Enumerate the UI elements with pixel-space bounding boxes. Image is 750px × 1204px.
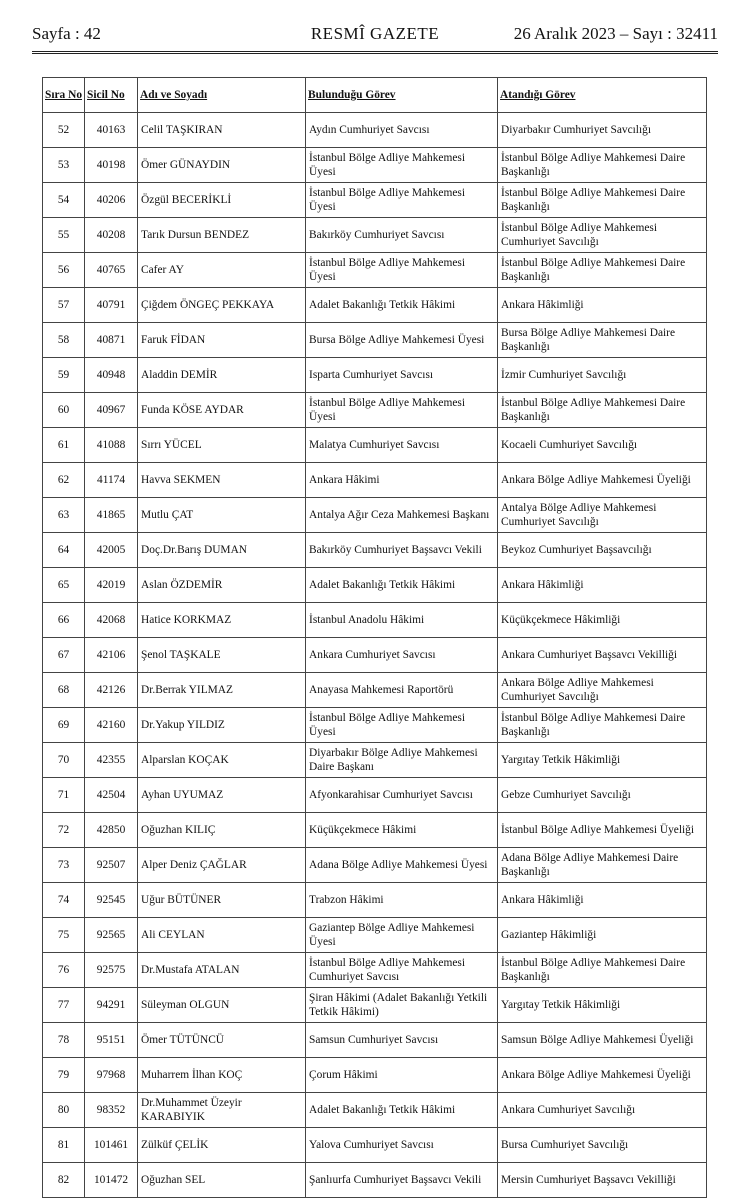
table-row: [43, 673, 707, 708]
row-sicil-no: 41174: [85, 463, 138, 498]
row-sicil-no: 92545: [85, 883, 138, 918]
table-row: [43, 533, 707, 568]
row-assigned-position: Ankara Cumhuriyet Başsavcı Vekilliği: [498, 638, 707, 673]
row-sicil-no: 42504: [85, 778, 138, 813]
row-sicil-no: 42019: [85, 568, 138, 603]
table-row: [43, 603, 707, 638]
row-sira-no: 67: [43, 638, 85, 673]
row-sira-no: 68: [43, 673, 85, 708]
row-assigned-position: Antalya Bölge Adliye Mahkemesi Cumhuriyet Savcılığı: [498, 498, 707, 533]
row-name: Alper Deniz ÇAĞLAR: [138, 848, 306, 883]
table-row: [43, 953, 707, 988]
row-current-position: Küçükçekmece Hâkimi: [306, 813, 498, 848]
table-row: [43, 323, 707, 358]
row-assigned-position: Kocaeli Cumhuriyet Savcılığı: [498, 428, 707, 463]
row-sicil-no: 40208: [85, 218, 138, 253]
row-current-position: İstanbul Bölge Adliye Mahkemesi Üyesi: [306, 148, 498, 183]
row-sira-no: 80: [43, 1093, 85, 1128]
row-sira-no: 58: [43, 323, 85, 358]
row-sira-no: 60: [43, 393, 85, 428]
row-sicil-no: 92575: [85, 953, 138, 988]
row-assigned-position: İstanbul Bölge Adliye Mahkemesi Üyeliği: [498, 813, 707, 848]
table-row: [43, 218, 707, 253]
table-row: [43, 918, 707, 953]
row-name: Çiğdem ÖNGEÇ PEKKAYA: [138, 288, 306, 323]
row-current-position: Antalya Ağır Ceza Mahkemesi Başkanı: [306, 498, 498, 533]
row-sicil-no: 92507: [85, 848, 138, 883]
row-current-position: Malatya Cumhuriyet Savcısı: [306, 428, 498, 463]
row-sira-no: 74: [43, 883, 85, 918]
row-current-position: Adalet Bakanlığı Tetkik Hâkimi: [306, 1093, 498, 1128]
row-name: Oğuzhan KILIÇ: [138, 813, 306, 848]
row-assigned-position: Samsun Bölge Adliye Mahkemesi Üyeliği: [498, 1023, 707, 1058]
col-header-current-position: Bulunduğu Görev: [306, 78, 498, 113]
row-sira-no: 82: [43, 1163, 85, 1198]
col-header-sira-no: Sıra No: [43, 78, 85, 113]
table-row: [43, 428, 707, 463]
table-row: [43, 988, 707, 1023]
row-assigned-position: Ankara Bölge Adliye Mahkemesi Üyeliği: [498, 463, 707, 498]
table-row: [43, 288, 707, 323]
table-row: [43, 1093, 707, 1128]
row-assigned-position: Yargıtay Tetkik Hâkimliği: [498, 743, 707, 778]
row-current-position: İstanbul Bölge Adliye Mahkemesi Üyesi: [306, 708, 498, 743]
page-number: Sayfa : 42: [32, 24, 101, 43]
row-sira-no: 81: [43, 1128, 85, 1163]
row-sicil-no: 40765: [85, 253, 138, 288]
issue-date: 26 Aralık 2023 – Sayı : 32411: [513, 24, 718, 43]
row-sira-no: 71: [43, 778, 85, 813]
row-current-position: Şiran Hâkimi (Adalet Bakanlığı Yetkili Tetkik Hâkimi): [306, 988, 498, 1023]
row-name: Hatice KORKMAZ: [138, 603, 306, 638]
table-row: [43, 638, 707, 673]
table-row: [43, 778, 707, 813]
table-row: [43, 253, 707, 288]
row-current-position: Yalova Cumhuriyet Savcısı: [306, 1128, 498, 1163]
row-sira-no: 57: [43, 288, 85, 323]
row-current-position: İstanbul Bölge Adliye Mahkemesi Cumhuriyet Savcısı: [306, 953, 498, 988]
row-sira-no: 52: [43, 113, 85, 148]
row-sira-no: 79: [43, 1058, 85, 1093]
row-assigned-position: İstanbul Bölge Adliye Mahkemesi Daire Başkanlığı: [498, 393, 707, 428]
row-sira-no: 78: [43, 1023, 85, 1058]
row-assigned-position: Mersin Cumhuriyet Başsavcı Vekilliği: [498, 1163, 707, 1198]
row-assigned-position: Gaziantep Hâkimliği: [498, 918, 707, 953]
row-sicil-no: 41088: [85, 428, 138, 463]
page-header: [32, 22, 718, 48]
row-assigned-position: Yargıtay Tetkik Hâkimliği: [498, 988, 707, 1023]
row-sicil-no: 40198: [85, 148, 138, 183]
gazette-title: RESMÎ GAZETE: [310, 24, 440, 43]
row-current-position: Trabzon Hâkimi: [306, 883, 498, 918]
row-sira-no: 65: [43, 568, 85, 603]
row-name: Alparslan KOÇAK: [138, 743, 306, 778]
row-sira-no: 59: [43, 358, 85, 393]
row-sira-no: 62: [43, 463, 85, 498]
row-name: Muharrem İlhan KOÇ: [138, 1058, 306, 1093]
row-name: Aslan ÖZDEMİR: [138, 568, 306, 603]
row-current-position: Çorum Hâkimi: [306, 1058, 498, 1093]
row-current-position: İstanbul Bölge Adliye Mahkemesi Üyesi: [306, 393, 498, 428]
row-current-position: İstanbul Bölge Adliye Mahkemesi Üyesi: [306, 253, 498, 288]
row-sicil-no: 41865: [85, 498, 138, 533]
table-row: [43, 883, 707, 918]
table-row: [43, 1128, 707, 1163]
row-sicil-no: 42068: [85, 603, 138, 638]
row-sira-no: 69: [43, 708, 85, 743]
row-sicil-no: 101461: [85, 1128, 138, 1163]
table-row: [43, 463, 707, 498]
row-assigned-position: Diyarbakır Cumhuriyet Savcılığı: [498, 113, 707, 148]
table-row: [43, 498, 707, 533]
row-name: Aladdin DEMİR: [138, 358, 306, 393]
row-current-position: Gaziantep Bölge Adliye Mahkemesi Üyesi: [306, 918, 498, 953]
col-header-sicil-no: Sicil No: [85, 78, 138, 113]
row-sicil-no: 42850: [85, 813, 138, 848]
header-rule: [32, 51, 718, 54]
table-row: [43, 148, 707, 183]
row-sira-no: 66: [43, 603, 85, 638]
row-assigned-position: Ankara Bölge Adliye Mahkemesi Cumhuriyet Savcılığı: [498, 673, 707, 708]
row-name: Mutlu ÇAT: [138, 498, 306, 533]
row-name: Dr.Berrak YILMAZ: [138, 673, 306, 708]
row-assigned-position: Ankara Hâkimliği: [498, 568, 707, 603]
table-row: [43, 358, 707, 393]
row-sicil-no: 40206: [85, 183, 138, 218]
row-sira-no: 77: [43, 988, 85, 1023]
row-sicil-no: 42160: [85, 708, 138, 743]
row-name: Ömer TÜTÜNCÜ: [138, 1023, 306, 1058]
row-sicil-no: 98352: [85, 1093, 138, 1128]
table-row: [43, 568, 707, 603]
table-row: [43, 183, 707, 218]
row-name: Celil TAŞKIRAN: [138, 113, 306, 148]
row-current-position: Adana Bölge Adliye Mahkemesi Üyesi: [306, 848, 498, 883]
row-name: Uğur BÜTÜNER: [138, 883, 306, 918]
row-current-position: İstanbul Anadolu Hâkimi: [306, 603, 498, 638]
row-assigned-position: İstanbul Bölge Adliye Mahkemesi Daire Başkanlığı: [498, 148, 707, 183]
row-assigned-position: İstanbul Bölge Adliye Mahkemesi Daire Başkanlığı: [498, 183, 707, 218]
row-name: Dr.Yakup YILDIZ: [138, 708, 306, 743]
row-current-position: Samsun Cumhuriyet Savcısı: [306, 1023, 498, 1058]
row-assigned-position: İstanbul Bölge Adliye Mahkemesi Daire Başkanlığı: [498, 953, 707, 988]
row-sicil-no: 40163: [85, 113, 138, 148]
row-sira-no: 55: [43, 218, 85, 253]
row-sicil-no: 40967: [85, 393, 138, 428]
row-name: Cafer AY: [138, 253, 306, 288]
row-current-position: Aydın Cumhuriyet Savcısı: [306, 113, 498, 148]
row-current-position: Anayasa Mahkemesi Raportörü: [306, 673, 498, 708]
table-row: [43, 1023, 707, 1058]
row-name: Dr.Mustafa ATALAN: [138, 953, 306, 988]
col-header-name: Adı ve Soyadı: [138, 78, 306, 113]
row-assigned-position: Bursa Bölge Adliye Mahkemesi Daire Başkanlığı: [498, 323, 707, 358]
row-name: Oğuzhan SEL: [138, 1163, 306, 1198]
table-row: [43, 813, 707, 848]
row-sira-no: 54: [43, 183, 85, 218]
table-row: [43, 1058, 707, 1093]
row-name: Dr.Muhammet Üzeyir KARABIYIK: [138, 1093, 306, 1128]
table-row: [43, 848, 707, 883]
row-sicil-no: 94291: [85, 988, 138, 1023]
row-assigned-position: Ankara Cumhuriyet Savcılığı: [498, 1093, 707, 1128]
row-name: Ayhan UYUMAZ: [138, 778, 306, 813]
row-assigned-position: İstanbul Bölge Adliye Mahkemesi Cumhuriyet Savcılığı: [498, 218, 707, 253]
row-name: Tarık Dursun BENDEZ: [138, 218, 306, 253]
row-current-position: Ankara Cumhuriyet Savcısı: [306, 638, 498, 673]
row-sicil-no: 92565: [85, 918, 138, 953]
row-sira-no: 53: [43, 148, 85, 183]
table-row: [43, 393, 707, 428]
row-name: Havva SEKMEN: [138, 463, 306, 498]
row-sicil-no: 101472: [85, 1163, 138, 1198]
row-sicil-no: 40871: [85, 323, 138, 358]
row-sicil-no: 97968: [85, 1058, 138, 1093]
row-name: Ömer GÜNAYDIN: [138, 148, 306, 183]
appointments-table: [42, 77, 707, 1198]
row-name: Özgül BECERİKLİ: [138, 183, 306, 218]
row-sicil-no: 42106: [85, 638, 138, 673]
row-current-position: Bursa Bölge Adliye Mahkemesi Üyesi: [306, 323, 498, 358]
row-current-position: Bakırköy Cumhuriyet Başsavcı Vekili: [306, 533, 498, 568]
row-sira-no: 76: [43, 953, 85, 988]
row-assigned-position: İzmir Cumhuriyet Savcılığı: [498, 358, 707, 393]
row-name: Doç.Dr.Barış DUMAN: [138, 533, 306, 568]
row-sira-no: 64: [43, 533, 85, 568]
row-sira-no: 61: [43, 428, 85, 463]
row-assigned-position: Bursa Cumhuriyet Savcılığı: [498, 1128, 707, 1163]
row-name: Faruk FİDAN: [138, 323, 306, 358]
row-current-position: Adalet Bakanlığı Tetkik Hâkimi: [306, 568, 498, 603]
row-name: Ali CEYLAN: [138, 918, 306, 953]
row-assigned-position: Ankara Hâkimliği: [498, 883, 707, 918]
row-current-position: Bakırköy Cumhuriyet Savcısı: [306, 218, 498, 253]
row-assigned-position: Beykoz Cumhuriyet Başsavcılığı: [498, 533, 707, 568]
row-assigned-position: Adana Bölge Adliye Mahkemesi Daire Başkanlığı: [498, 848, 707, 883]
row-assigned-position: Gebze Cumhuriyet Savcılığı: [498, 778, 707, 813]
table-row: [43, 113, 707, 148]
row-sicil-no: 40791: [85, 288, 138, 323]
row-current-position: Isparta Cumhuriyet Savcısı: [306, 358, 498, 393]
row-name: Şenol TAŞKALE: [138, 638, 306, 673]
row-assigned-position: Ankara Hâkimliği: [498, 288, 707, 323]
row-sira-no: 75: [43, 918, 85, 953]
row-current-position: Adalet Bakanlığı Tetkik Hâkimi: [306, 288, 498, 323]
table-row: [43, 708, 707, 743]
row-sira-no: 63: [43, 498, 85, 533]
row-assigned-position: İstanbul Bölge Adliye Mahkemesi Daire Başkanlığı: [498, 253, 707, 288]
table-header-row: [43, 78, 707, 113]
row-sicil-no: 40948: [85, 358, 138, 393]
row-assigned-position: İstanbul Bölge Adliye Mahkemesi Daire Başkanlığı: [498, 708, 707, 743]
row-sicil-no: 95151: [85, 1023, 138, 1058]
row-sicil-no: 42355: [85, 743, 138, 778]
table-row: [43, 743, 707, 778]
row-current-position: Ankara Hâkimi: [306, 463, 498, 498]
row-sira-no: 56: [43, 253, 85, 288]
row-current-position: Afyonkarahisar Cumhuriyet Savcısı: [306, 778, 498, 813]
row-sicil-no: 42126: [85, 673, 138, 708]
row-name: Süleyman OLGUN: [138, 988, 306, 1023]
row-name: Funda KÖSE AYDAR: [138, 393, 306, 428]
row-sicil-no: 42005: [85, 533, 138, 568]
row-sira-no: 70: [43, 743, 85, 778]
row-assigned-position: Küçükçekmece Hâkimliği: [498, 603, 707, 638]
row-sira-no: 73: [43, 848, 85, 883]
row-name: Sırrı YÜCEL: [138, 428, 306, 463]
table-row: [43, 1163, 707, 1198]
col-header-assigned-position: Atandığı Görev: [498, 78, 707, 113]
row-current-position: Şanlıurfa Cumhuriyet Başsavcı Vekili: [306, 1163, 498, 1198]
row-sira-no: 72: [43, 813, 85, 848]
row-current-position: Diyarbakır Bölge Adliye Mahkemesi Daire Başkanı: [306, 743, 498, 778]
row-current-position: İstanbul Bölge Adliye Mahkemesi Üyesi: [306, 183, 498, 218]
row-assigned-position: Ankara Bölge Adliye Mahkemesi Üyeliği: [498, 1058, 707, 1093]
row-name: Zülküf ÇELİK: [138, 1128, 306, 1163]
